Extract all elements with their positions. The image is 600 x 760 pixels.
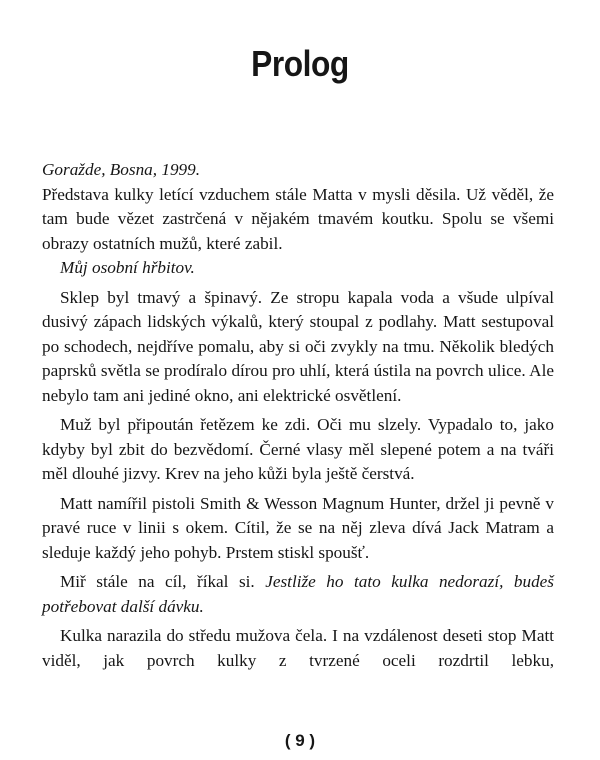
paragraph: Kulka narazila do středu mužova čela. I na vzdálenost deseti stop Matt viděl, jak povrch kulky z tvrzené oceli rozdrtil lebku, xyxy=(42,626,554,670)
page-number: ( 9 ) xyxy=(284,731,316,750)
mixed-paragraph xyxy=(42,570,554,619)
chapter-text xyxy=(42,158,554,673)
thought-text: Můj osobní hřbitov. xyxy=(60,258,195,277)
paragraph: Muž byl připoután řetězem ke zdi. Oči mu slzely. Vypadalo to, jako kdyby byl zbit do bezvědomí. Černé vlasy měl slepené potem a na tváři měl dlouhé jizvy. Krev na jeho kůži byla ještě čerstvá. xyxy=(42,415,554,483)
place-date-text: Goražde, Bosna, 1999. xyxy=(42,160,201,179)
paragraph: Sklep byl tmavý a špinavý. Ze stropu kapala voda a všude ulpíval dusivý zápach lidských výkalů, který stoupal z podlahy. Matt sestupoval po schodech, nejdříve pomalu, aby si oči zvykly na tmu. Několik bledých paprsků světla se prodíralo dírou pro uhlí, která ústila na povrch ulice. Ale nebylo tam ani jediné okno, ani elektrické osvětlení. xyxy=(42,287,554,405)
thought-line xyxy=(42,256,554,281)
paragraph-italic-end: Jestliže ho tato kulka nedorazí, budeš potřebovat další dávku. xyxy=(42,572,554,616)
paragraph-italic-start: Miř stále na cíl, říkal si. xyxy=(60,572,266,591)
paragraph: Představa kulky letící vzduchem stále Matta v mysli děsila. Už věděl, že tam bude vězet zastrčená v nějakém tmavém koutku. Spolu se všemi obrazy ostatních mužů, které zabil. xyxy=(42,184,554,253)
place-date-line xyxy=(42,158,554,183)
chapter-title: Prolog xyxy=(251,43,349,85)
paragraph: Matt namířil pistoli Smith & Wesson Magnum Hunter, držel ji pevně v pravé ruce v linii s okem. Cítil, že se na něj zleva dívá Jack Matram a sleduje každý jeho pohyb. Prstem stiskl spoušť. xyxy=(42,493,554,562)
